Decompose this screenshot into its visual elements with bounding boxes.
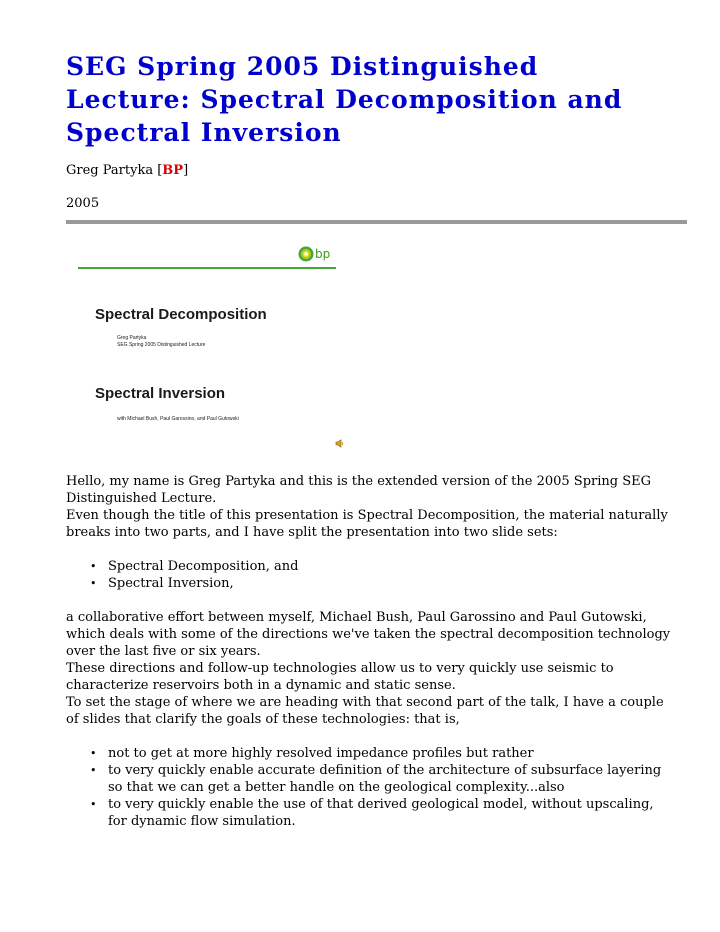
author-name: Greg Partyka: [66, 163, 154, 178]
goals-list: [66, 745, 676, 830]
paragraph-collaboration: a collaborative effort between myself, Michael Bush, Paul Garossino and Paul Gutowski, which deals with some of the directions we've taken the spectral decomposition technology over the last five or six years.: [66, 610, 671, 659]
slide-author: Greg Partyka: [117, 335, 147, 341]
slide-collaborators: with Michael Bush, Paul Garossino, and Paul Gutowski: [117, 416, 239, 422]
slide-lecture-name: SEG Spring 2005 Distinguished Lecture: [117, 342, 206, 348]
slide-heading-decomposition: Spectral Decomposition: [95, 306, 267, 323]
bp-logo-text: bp: [315, 247, 331, 261]
bp-helios-icon: [298, 246, 314, 262]
slide-heading-inversion: Spectral Inversion: [95, 385, 226, 402]
slide-green-line: [78, 267, 336, 269]
transcript: [66, 473, 676, 830]
slide-set-list: [66, 558, 676, 592]
list-item: • to very quickly enable accurate definition of the architecture of subsurface layering so that we can get a better handle on the geological complexity...also: [108, 762, 676, 796]
affiliation-link[interactable]: BP: [162, 163, 184, 178]
bracket-close: ]: [183, 163, 189, 178]
author-line: [66, 162, 188, 180]
horizontal-divider: [66, 220, 687, 224]
page-title: SEG Spring 2005 Distinguished Lecture: Spectral Decomposition and Spectral Inversion: [66, 52, 623, 147]
bp-logo: [298, 246, 330, 262]
slide-image: [66, 232, 366, 457]
paragraph-directions: These directions and follow-up technologies allow us to very quickly use seismic to characterize reservoirs both in a dynamic and static sense.: [66, 661, 614, 693]
paragraph-stage: To set the stage of where we are heading with that second part of the talk, I have a couple of slides that clarify the goals of these technologies: that is,: [66, 695, 664, 727]
year: 2005: [66, 196, 100, 211]
paragraph-parts: Even though the title of this presentation is Spectral Decomposition, the material naturally breaks into two parts, and I have split the presentation into two slide sets:: [66, 508, 668, 540]
list-item: • not to get at more highly resolved impedance profiles but rather: [108, 745, 676, 762]
list-item: • Spectral Inversion,: [108, 575, 676, 592]
speaker-icon[interactable]: [335, 439, 344, 448]
list-item: • to very quickly enable the use of that derived geological model, without upscaling, for dynamic flow simulation.: [108, 796, 676, 830]
paragraph-intro: Hello, my name is Greg Partyka and this is the extended version of the 2005 Spring SEG Distinguished Lecture.: [66, 474, 652, 506]
list-item: • Spectral Decomposition, and: [108, 558, 676, 575]
bracket-open: [: [157, 163, 163, 178]
